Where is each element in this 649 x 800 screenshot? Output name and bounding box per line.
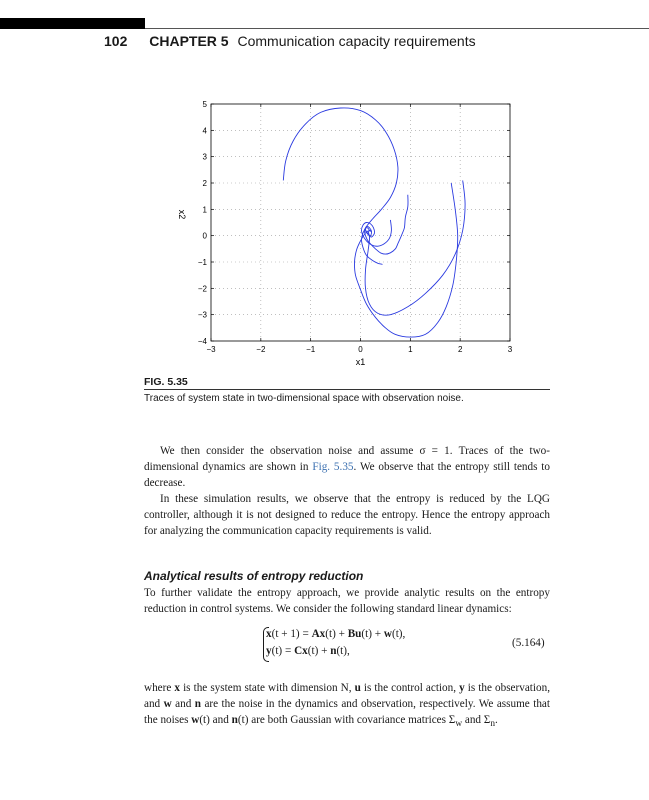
x-tick-label: 2 (457, 345, 463, 354)
x-tick-label: −1 (306, 345, 316, 354)
chapter-label: CHAPTER 5 (149, 33, 229, 49)
y-tick-label: 2 (202, 179, 207, 188)
y-tick-label: −3 (197, 310, 207, 320)
figure-link[interactable]: Fig. 5.35 (312, 461, 354, 473)
phase-plot (0, 0, 649, 370)
equation-line-1: x(t + 1) = Ax(t) + Bu(t) + w(t), (266, 628, 406, 640)
x-tick-label: 3 (507, 345, 513, 354)
x-axis-label: x1 (355, 357, 366, 367)
y-axis-label: x2 (177, 209, 187, 220)
x-tick-label: −2 (256, 345, 266, 354)
series-line-1 (283, 108, 398, 265)
para1-text-a: We then consider the observation noise and assume σ = 1. Traces of the two-dimensional dynamics are shown in (144, 445, 550, 473)
y-tick-label: −2 (197, 284, 207, 294)
y-tick-label: 1 (202, 205, 207, 215)
chapter-title: Communication capacity requirements (237, 33, 476, 49)
figure-label: FIG. 5.35 (144, 376, 188, 388)
grid (211, 104, 510, 341)
paragraph-3: To further validate the entropy approach, we provide analytic results on the entropy reduction in control systems. We consider the following standard linear dynamics: (144, 587, 550, 615)
x-tick-label: 0 (358, 345, 363, 354)
y-tick-label: 5 (202, 100, 207, 109)
page-number: 102 (104, 33, 128, 49)
equation-line-2: y(t) = Cx(t) + n(t), (266, 645, 350, 657)
equation-5-164 (266, 626, 405, 660)
y-tick-label: −1 (197, 258, 207, 267)
paragraph-4: where x is the system state with dimension N, u is the control action, y is the observation, and w and n are the noise in the dynamics and observation, respectively. We assume that the noises w(t) and n(t) are both Gaussian with covariance matrices $\Sigma_w$ and $\Sigma_n$. (144, 682, 550, 730)
figure-caption: Traces of system state in two-dimensional space with observation noise. (144, 393, 464, 404)
equation-number: (5.164) (512, 637, 545, 649)
series-group (283, 108, 465, 337)
x-tick-label: 1 (408, 345, 413, 354)
paragraph-2: In these simulation results, we observe that the entropy is reduced by the LQG controller, although it is not designed to reduce the entropy. Hence the entropy approach for analyzing the communication capacity requirements is valid. (144, 493, 550, 537)
series-line-2 (354, 183, 457, 337)
para1-text-b: . We observe that the entropy still tends to decrease. (144, 461, 550, 489)
y-tick-label: 0 (202, 231, 207, 241)
y-tick-label: 3 (202, 152, 207, 162)
y-tick-label: 4 (202, 126, 207, 136)
plot-frame (211, 104, 510, 341)
figure-rule (144, 389, 550, 390)
x-tick-label: −3 (206, 345, 216, 354)
paragraph-1 (144, 443, 550, 491)
axis-ticks (198, 100, 513, 354)
y-tick-label: −4 (197, 337, 207, 346)
section-title: Analytical results of entropy reduction (144, 569, 364, 583)
